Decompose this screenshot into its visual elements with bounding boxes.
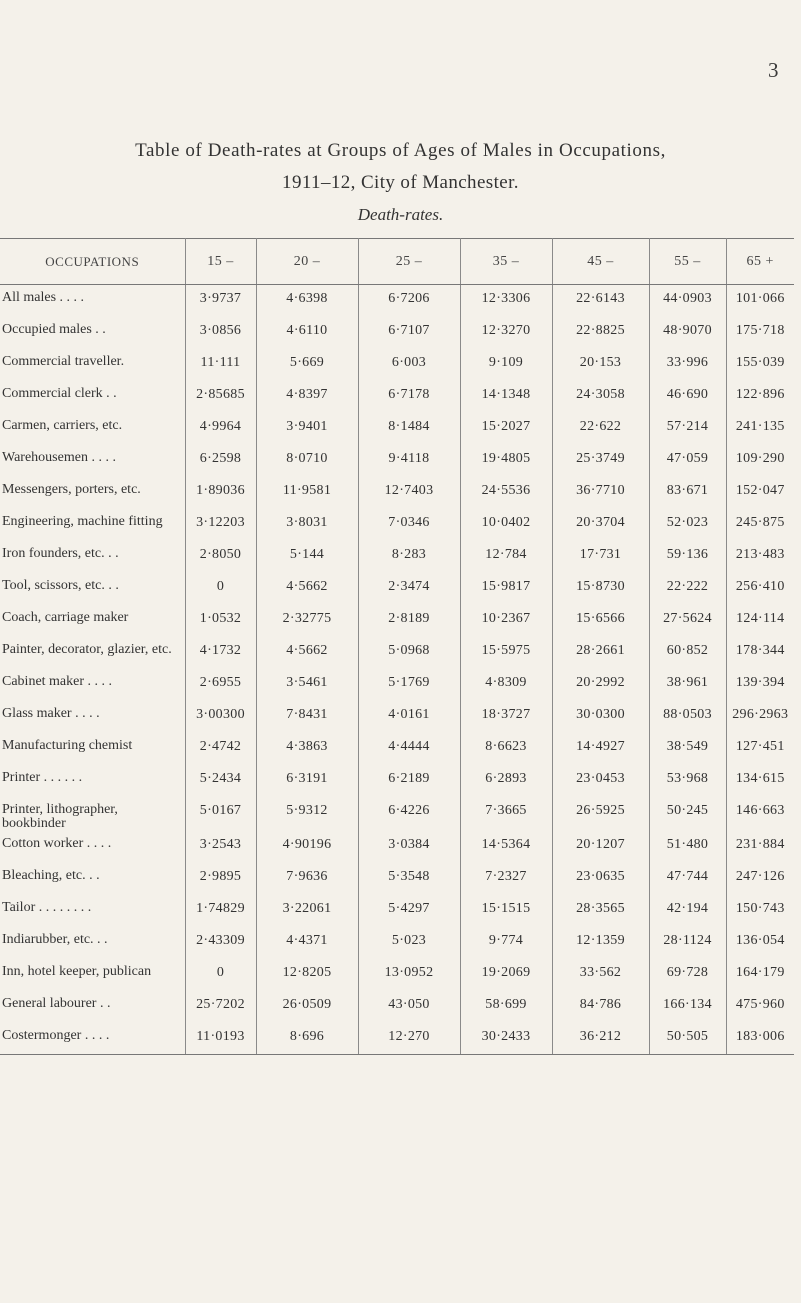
rate-cell: 20·2992 xyxy=(552,669,649,701)
rate-cell: 10·2367 xyxy=(460,605,552,637)
rate-cell: 52·023 xyxy=(649,509,726,541)
rate-cell: 4·6398 xyxy=(256,285,358,317)
table-row xyxy=(0,669,794,701)
rate-cell: 109·290 xyxy=(735,450,785,466)
table-title: Table of Death-rates at Groups of Ages of Males in Occupations, xyxy=(135,140,666,161)
rate-cell: 22·622 xyxy=(552,413,649,445)
rate-cell: 25·7202 xyxy=(185,991,256,1023)
rate-cell: 22·6143 xyxy=(552,285,649,317)
rate-cell: 4·6110 xyxy=(256,317,358,349)
rate-cell: 475·960 xyxy=(735,996,785,1012)
rate-cell: 14·1348 xyxy=(460,381,552,413)
rate-cell: 51·480 xyxy=(649,831,726,863)
occupation-cell: Commercial clerk . . xyxy=(0,381,185,413)
rate-cell: 15·2027 xyxy=(460,413,552,445)
header-age-group: 25 – xyxy=(358,239,460,285)
rate-cell: 124·114 xyxy=(736,610,785,626)
table-body xyxy=(0,285,794,1055)
rate-cell: 146·663 xyxy=(735,802,785,818)
rate-cell: 6·7178 xyxy=(358,381,460,413)
header-age-group: 65 + xyxy=(726,239,794,285)
rate-cell: 155·039 xyxy=(735,354,785,370)
table-row xyxy=(0,959,794,991)
occupation-cell: Printer, lithographer, bookbinder xyxy=(0,797,185,831)
rate-cell: 2·9895 xyxy=(185,863,256,895)
rate-cell: 20·3704 xyxy=(552,509,649,541)
rate-cell: 5·3548 xyxy=(358,863,460,895)
rate-cell: 44·0903 xyxy=(649,285,726,317)
rate-cell: 46·690 xyxy=(649,381,726,413)
rate-cell: 134·615 xyxy=(735,770,785,786)
rate-cell: 57·214 xyxy=(649,413,726,445)
table-row xyxy=(0,509,794,541)
table-row xyxy=(0,445,794,477)
header-age-group: 15 – xyxy=(185,239,256,285)
page-number: 3 xyxy=(768,58,779,82)
rate-cell: 15·1515 xyxy=(460,895,552,927)
rate-cell: 24·5536 xyxy=(460,477,552,509)
rate-cell: 12·270 xyxy=(358,1023,460,1055)
occupation-cell: General labourer . . xyxy=(0,991,185,1023)
table-caption: Death-rates. xyxy=(357,205,444,224)
rate-cell: 15·9817 xyxy=(460,573,552,605)
rate-cell: 4·8309 xyxy=(460,669,552,701)
rate-cell: 12·784 xyxy=(460,541,552,573)
table-row xyxy=(0,733,794,765)
rate-cell: 36·7710 xyxy=(552,477,649,509)
death-rates-table-wrapper xyxy=(0,238,801,1055)
rate-cell: 88·0503 xyxy=(649,701,726,733)
rate-cell: 6·2893 xyxy=(460,765,552,797)
rate-cell: 12·3306 xyxy=(460,285,552,317)
table-row xyxy=(0,701,794,733)
rate-cell: 59·136 xyxy=(649,541,726,573)
table-row xyxy=(0,573,794,605)
table-row xyxy=(0,991,794,1023)
rate-cell: 30·2433 xyxy=(460,1023,552,1055)
rate-cell: 4·8397 xyxy=(256,381,358,413)
rate-cell: 7·8431 xyxy=(256,701,358,733)
rate-cell: 4·5662 xyxy=(256,637,358,669)
rate-cell: 152·047 xyxy=(735,482,785,498)
rate-cell: 5·2434 xyxy=(185,765,256,797)
rate-cell: 127·451 xyxy=(735,738,785,754)
rate-cell: 14·5364 xyxy=(460,831,552,863)
rate-cell: 178·344 xyxy=(735,642,785,658)
rate-cell: 19·4805 xyxy=(460,445,552,477)
rate-cell: 8·0710 xyxy=(256,445,358,477)
rate-cell: 247·126 xyxy=(735,868,785,884)
rate-cell: 101·066 xyxy=(735,291,785,306)
rate-cell: 20·1207 xyxy=(552,831,649,863)
rate-cell: 6·3191 xyxy=(256,765,358,797)
occupation-cell: Engineering, machine fitting xyxy=(0,509,185,541)
occupation-cell: Glass maker . . . . xyxy=(0,701,185,733)
rate-cell: 2·85685 xyxy=(185,381,256,413)
rate-cell: 3·22061 xyxy=(256,895,358,927)
rate-cell: 296·2963 xyxy=(732,706,789,722)
rate-cell: 6·003 xyxy=(358,349,460,381)
rate-cell: 83·671 xyxy=(649,477,726,509)
occupation-cell: Printer . . . . . . xyxy=(0,765,185,797)
occupation-cell: Tailor . . . . . . . . xyxy=(0,895,185,927)
occupation-cell: Messengers, porters, etc. xyxy=(0,477,185,509)
rate-cell: 15·5975 xyxy=(460,637,552,669)
table-row xyxy=(0,863,794,895)
rate-cell: 11·111 xyxy=(185,349,256,381)
rate-cell: 4·4444 xyxy=(358,733,460,765)
occupation-cell: Warehousemen . . . . xyxy=(0,445,185,477)
rate-cell: 1·74829 xyxy=(185,895,256,927)
rate-cell: 2·3474 xyxy=(358,573,460,605)
rate-cell: 183·006 xyxy=(726,1023,794,1055)
rate-cell: 3·9401 xyxy=(256,413,358,445)
rate-cell: 7·9636 xyxy=(256,863,358,895)
table-row xyxy=(0,831,794,863)
rate-cell: 36·212 xyxy=(552,1023,649,1055)
rate-cell: 17·731 xyxy=(552,541,649,573)
table-row xyxy=(0,477,794,509)
rate-cell: 27·5624 xyxy=(649,605,726,637)
rate-cell: 43·050 xyxy=(358,991,460,1023)
occupation-cell: Bleaching, etc. . . xyxy=(0,863,185,895)
rate-cell: 122·896 xyxy=(735,386,785,402)
rate-cell: 5·144 xyxy=(256,541,358,573)
rate-cell: 11·9581 xyxy=(256,477,358,509)
occupation-cell: Commercial traveller. xyxy=(0,349,185,381)
rate-cell: 3·0856 xyxy=(185,317,256,349)
occupation-cell: Tool, scissors, etc. . . xyxy=(0,573,185,605)
rate-cell: 30·0300 xyxy=(552,701,649,733)
table-row xyxy=(0,317,794,349)
rate-cell: 6·7107 xyxy=(358,317,460,349)
rate-cell: 6·2189 xyxy=(358,765,460,797)
rate-cell: 6·4226 xyxy=(358,797,460,831)
rate-cell: 3·5461 xyxy=(256,669,358,701)
rate-cell: 23·0453 xyxy=(552,765,649,797)
rate-cell: 60·852 xyxy=(649,637,726,669)
rate-cell: 7·0346 xyxy=(358,509,460,541)
rate-cell: 213·483 xyxy=(735,546,785,562)
header-age-group: 45 – xyxy=(552,239,649,285)
rate-cell: 84·786 xyxy=(552,991,649,1023)
table-row xyxy=(0,413,794,445)
rate-cell: 8·1484 xyxy=(358,413,460,445)
rate-cell: 26·0509 xyxy=(256,991,358,1023)
rate-cell: 256·410 xyxy=(735,578,785,594)
table-row xyxy=(0,637,794,669)
rate-cell: 11·0193 xyxy=(185,1023,256,1055)
occupation-cell: Coach, carriage maker xyxy=(0,605,185,637)
rate-cell: 8·283 xyxy=(358,541,460,573)
rate-cell: 5·0167 xyxy=(185,797,256,831)
rate-cell: 28·2661 xyxy=(552,637,649,669)
occupation-cell: Occupied males . . xyxy=(0,317,185,349)
rate-cell: 19·2069 xyxy=(460,959,552,991)
rate-cell: 10·0402 xyxy=(460,509,552,541)
table-subtitle: 1911–12, City of Manchester. xyxy=(282,172,519,193)
rate-cell: 2·43309 xyxy=(185,927,256,959)
rate-cell: 245·875 xyxy=(735,514,785,530)
table-row xyxy=(0,349,794,381)
rate-cell: 4·4371 xyxy=(256,927,358,959)
table-row xyxy=(0,765,794,797)
rate-cell: 150·743 xyxy=(735,900,785,916)
rate-cell: 20·153 xyxy=(552,349,649,381)
rate-cell: 18·3727 xyxy=(460,701,552,733)
rate-cell: 5·4297 xyxy=(358,895,460,927)
rate-cell: 5·023 xyxy=(358,927,460,959)
rate-cell: 5·0968 xyxy=(358,637,460,669)
rate-cell: 14·4927 xyxy=(552,733,649,765)
rate-cell: 47·059 xyxy=(649,445,726,477)
rate-cell: 69·728 xyxy=(649,959,726,991)
occupation-cell: Inn, hotel keeper, publican xyxy=(0,959,185,991)
rate-cell: 38·961 xyxy=(649,669,726,701)
header-age-group: 35 – xyxy=(460,239,552,285)
rate-cell: 241·135 xyxy=(735,418,785,434)
rate-cell: 12·3270 xyxy=(460,317,552,349)
rate-cell: 9·4118 xyxy=(358,445,460,477)
occupation-cell: Cabinet maker . . . . xyxy=(0,669,185,701)
rate-cell: 33·562 xyxy=(552,959,649,991)
rate-cell: 1·89036 xyxy=(185,477,256,509)
rate-cell: 3·8031 xyxy=(256,509,358,541)
rate-cell: 7·3665 xyxy=(460,797,552,831)
rate-cell: 139·394 xyxy=(735,674,785,690)
rate-cell: 7·2327 xyxy=(460,863,552,895)
rate-cell: 4·5662 xyxy=(256,573,358,605)
rate-cell: 53·968 xyxy=(649,765,726,797)
rate-cell: 50·505 xyxy=(649,1023,726,1055)
table-row xyxy=(0,285,794,317)
rate-cell: 0 xyxy=(185,573,256,605)
rate-cell: 3·9737 xyxy=(185,285,256,317)
occupation-cell: Costermonger . . . . xyxy=(0,1023,185,1055)
rate-cell: 166·134 xyxy=(649,991,726,1023)
rate-cell: 6·2598 xyxy=(185,445,256,477)
rate-cell: 164·179 xyxy=(735,964,785,980)
rate-cell: 2·6955 xyxy=(185,669,256,701)
occupation-cell: All males . . . . xyxy=(0,285,185,317)
death-rates-table xyxy=(0,238,794,1055)
rate-cell: 6·7206 xyxy=(358,285,460,317)
rate-cell: 58·699 xyxy=(460,991,552,1023)
rate-cell: 22·222 xyxy=(649,573,726,605)
rate-cell: 5·9312 xyxy=(256,797,358,831)
rate-cell: 4·1732 xyxy=(185,637,256,669)
rate-cell: 15·8730 xyxy=(552,573,649,605)
rate-cell: 50·245 xyxy=(649,797,726,831)
rate-cell: 15·6566 xyxy=(552,605,649,637)
rate-cell: 26·5925 xyxy=(552,797,649,831)
header-age-group: 55 – xyxy=(649,239,726,285)
rate-cell: 24·3058 xyxy=(552,381,649,413)
occupation-cell: Cotton worker . . . . xyxy=(0,831,185,863)
rate-cell: 5·669 xyxy=(256,349,358,381)
rate-cell: 4·0161 xyxy=(358,701,460,733)
table-row xyxy=(0,1023,794,1055)
table-row xyxy=(0,381,794,413)
rate-cell: 25·3749 xyxy=(552,445,649,477)
rate-cell: 9·109 xyxy=(460,349,552,381)
rate-cell: 12·7403 xyxy=(358,477,460,509)
rate-cell: 3·00300 xyxy=(185,701,256,733)
rate-cell: 9·774 xyxy=(460,927,552,959)
rate-cell: 22·8825 xyxy=(552,317,649,349)
rate-cell: 3·12203 xyxy=(185,509,256,541)
occupation-cell: Manufacturing chemist xyxy=(0,733,185,765)
rate-cell: 3·2543 xyxy=(185,831,256,863)
rate-cell: 3·0384 xyxy=(358,831,460,863)
rate-cell: 42·194 xyxy=(649,895,726,927)
table-row xyxy=(0,541,794,573)
occupation-cell: Carmen, carriers, etc. xyxy=(0,413,185,445)
rate-cell: 231·884 xyxy=(735,836,785,852)
rate-cell: 2·8050 xyxy=(185,541,256,573)
rate-cell: 47·744 xyxy=(649,863,726,895)
occupation-cell: Indiarubber, etc. . . xyxy=(0,927,185,959)
rate-cell: 175·718 xyxy=(735,322,785,338)
rate-cell: 23·0635 xyxy=(552,863,649,895)
rate-cell: 8·6623 xyxy=(460,733,552,765)
header-row xyxy=(0,239,794,285)
rate-cell: 136·054 xyxy=(735,932,785,948)
rate-cell: 5·1769 xyxy=(358,669,460,701)
rate-cell: 2·32775 xyxy=(256,605,358,637)
rate-cell: 33·996 xyxy=(649,349,726,381)
rate-cell: 4·9964 xyxy=(185,413,256,445)
rate-cell: 38·549 xyxy=(649,733,726,765)
header-occupations: OCCUPATIONS xyxy=(0,239,185,285)
occupation-cell: Iron founders, etc. . . xyxy=(0,541,185,573)
rate-cell: 28·3565 xyxy=(552,895,649,927)
table-row xyxy=(0,927,794,959)
rate-cell: 2·4742 xyxy=(185,733,256,765)
rate-cell: 0 xyxy=(185,959,256,991)
rate-cell: 2·8189 xyxy=(358,605,460,637)
rate-cell: 4·90196 xyxy=(256,831,358,863)
header-age-group: 20 – xyxy=(256,239,358,285)
rate-cell: 12·1359 xyxy=(552,927,649,959)
table-row xyxy=(0,797,794,831)
table-row xyxy=(0,605,794,637)
rate-cell: 28·1124 xyxy=(649,927,726,959)
rate-cell: 4·3863 xyxy=(256,733,358,765)
rate-cell: 12·8205 xyxy=(256,959,358,991)
occupation-cell: Painter, decorator, glazier, etc. xyxy=(0,637,185,669)
table-row xyxy=(0,895,794,927)
rate-cell: 13·0952 xyxy=(358,959,460,991)
rate-cell: 1·0532 xyxy=(185,605,256,637)
rate-cell: 8·696 xyxy=(256,1023,358,1055)
rate-cell: 48·9070 xyxy=(649,317,726,349)
